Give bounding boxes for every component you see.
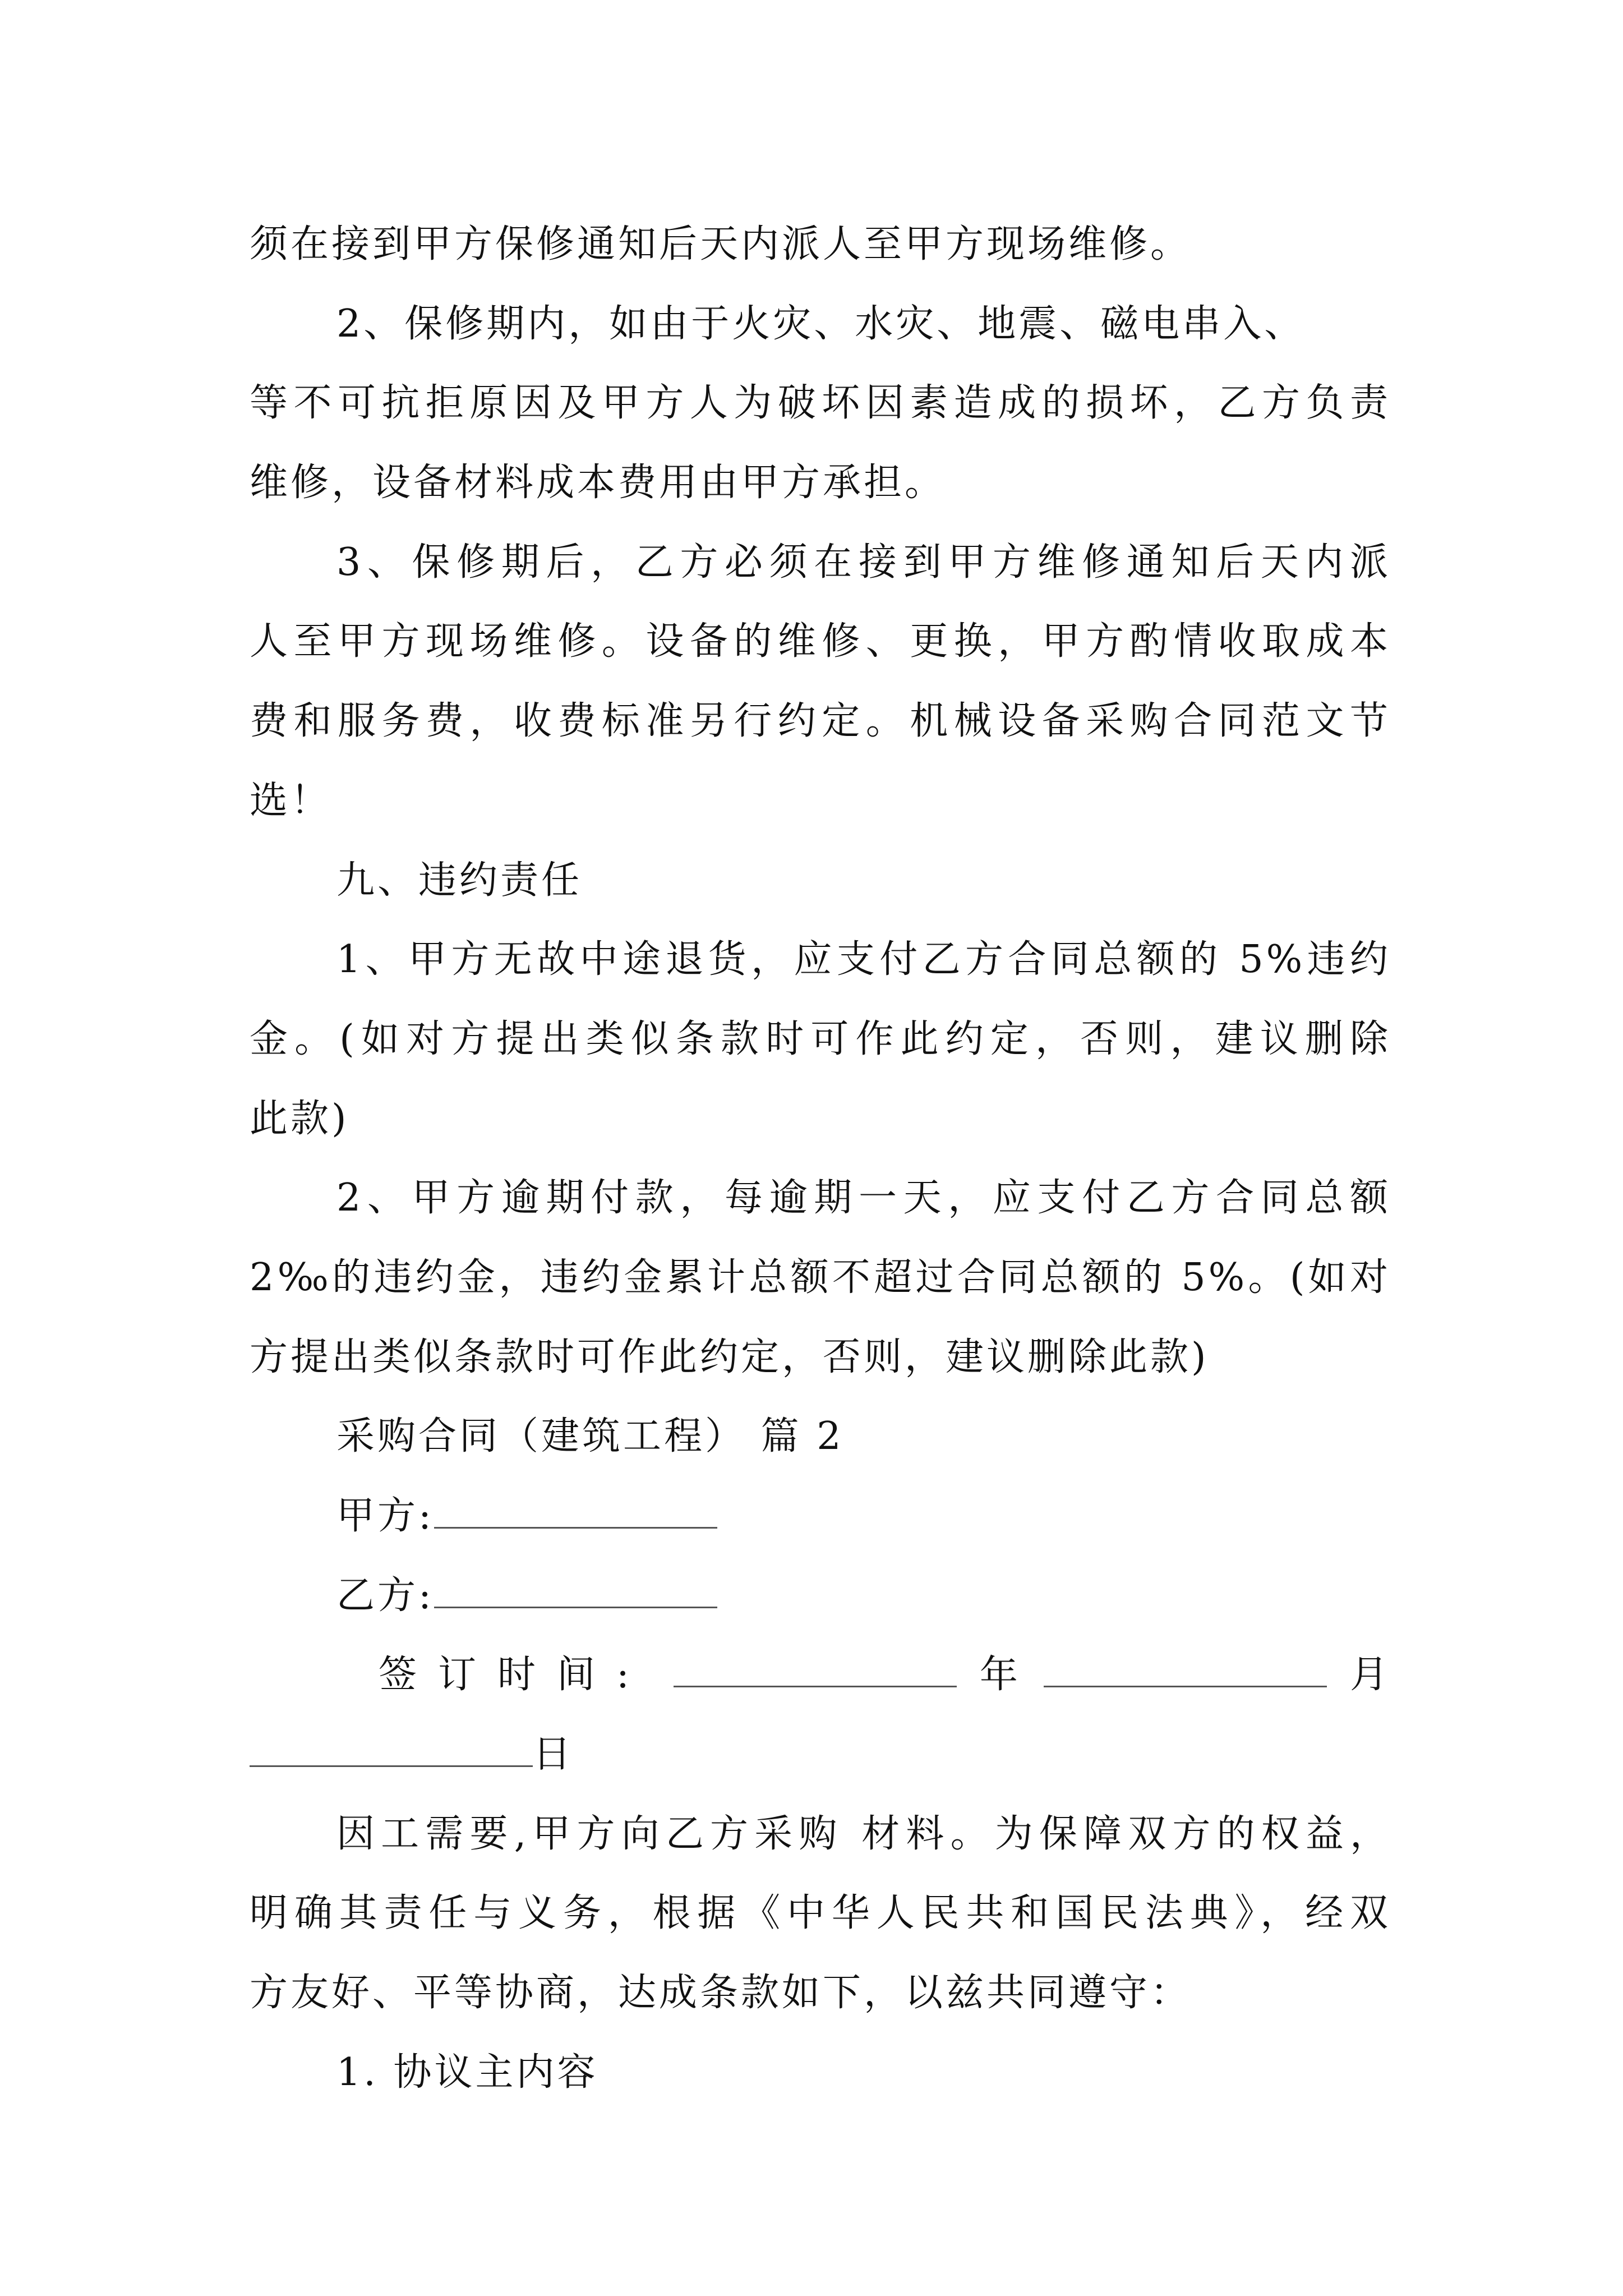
paragraph-line: 人至甲方现场维修。设备的维修、更换，甲方酌情收取成本 bbox=[250, 619, 1391, 664]
paragraph-line: 维修，设备材料成本费用由甲方承担。 bbox=[250, 461, 946, 505]
paragraph-line: 2‰的违约金，违约金累计总额不超过合同总额的 5%。(如对 bbox=[250, 1255, 1391, 1300]
paragraph-line: 此款) bbox=[250, 1096, 349, 1141]
paragraph-line: 等不可抗拒原因及甲方人为破坏因素造成的损坏，乙方负责 bbox=[250, 381, 1391, 426]
paragraph-line: 方友好、平等协商，达成条款如下，以兹共同遵守： bbox=[250, 1971, 1192, 2016]
party-b-row bbox=[250, 1556, 1391, 1636]
month-label: 月 bbox=[1349, 1653, 1391, 1697]
paragraph-line: 因工需要,甲方向乙方采购 材料。为保障双方的权益， bbox=[336, 1811, 1391, 1856]
year-label: 年 bbox=[979, 1653, 1021, 1697]
party-a-blank bbox=[434, 1491, 717, 1529]
sign-day-row bbox=[250, 1715, 1391, 1795]
paragraph-line: 选！ bbox=[250, 778, 332, 823]
paragraph-line: 金。(如对方提出类似条款时可作此约定，否则，建议删除 bbox=[250, 1016, 1391, 1061]
paragraph-line: 1、甲方无故中途退货，应支付乙方合同总额的 5%违约 bbox=[336, 937, 1391, 982]
sign-time-row bbox=[250, 1635, 1391, 1715]
paragraph-line: 须在接到甲方保修通知后天内派人至甲方现场维修。 bbox=[250, 222, 1192, 266]
paragraph-line: 2、保修期内，如由于火灾、水灾、地震、磁电串入、 bbox=[336, 301, 1306, 346]
section-heading: 九、违约责任 bbox=[336, 858, 583, 903]
paragraph-line: 3、保修期后，乙方必须在接到甲方维修通知后天内派 bbox=[336, 540, 1391, 585]
year-blank bbox=[674, 1650, 957, 1687]
day-blank bbox=[250, 1729, 533, 1767]
paragraph-line: 费和服务费，收费标准另行约定。机械设备采购合同范文节 bbox=[250, 699, 1391, 744]
party-a-label: 甲方: bbox=[336, 1494, 434, 1538]
paragraph-line: 方提出类似条款时可作此约定，否则，建议删除此款) bbox=[250, 1335, 1209, 1379]
section-heading: 1. 协议主内容 bbox=[336, 2050, 598, 2095]
party-b-blank bbox=[434, 1571, 717, 1608]
day-label: 日 bbox=[533, 1732, 574, 1777]
contract-title: 采购合同（建筑工程） 篇 2 bbox=[336, 1414, 844, 1459]
paragraph-line: 明确其责任与义务，根据《中华人民共和国民法典》，经双 bbox=[250, 1891, 1391, 1936]
party-a-row bbox=[250, 1476, 1391, 1556]
sign-time-label: 签订时间: bbox=[379, 1653, 651, 1697]
document-body bbox=[250, 205, 1391, 2113]
party-b-label: 乙方: bbox=[336, 1573, 434, 1618]
paragraph-line: 2、甲方逾期付款，每逾期一天，应支付乙方合同总额 bbox=[336, 1176, 1391, 1221]
month-blank bbox=[1044, 1650, 1327, 1687]
